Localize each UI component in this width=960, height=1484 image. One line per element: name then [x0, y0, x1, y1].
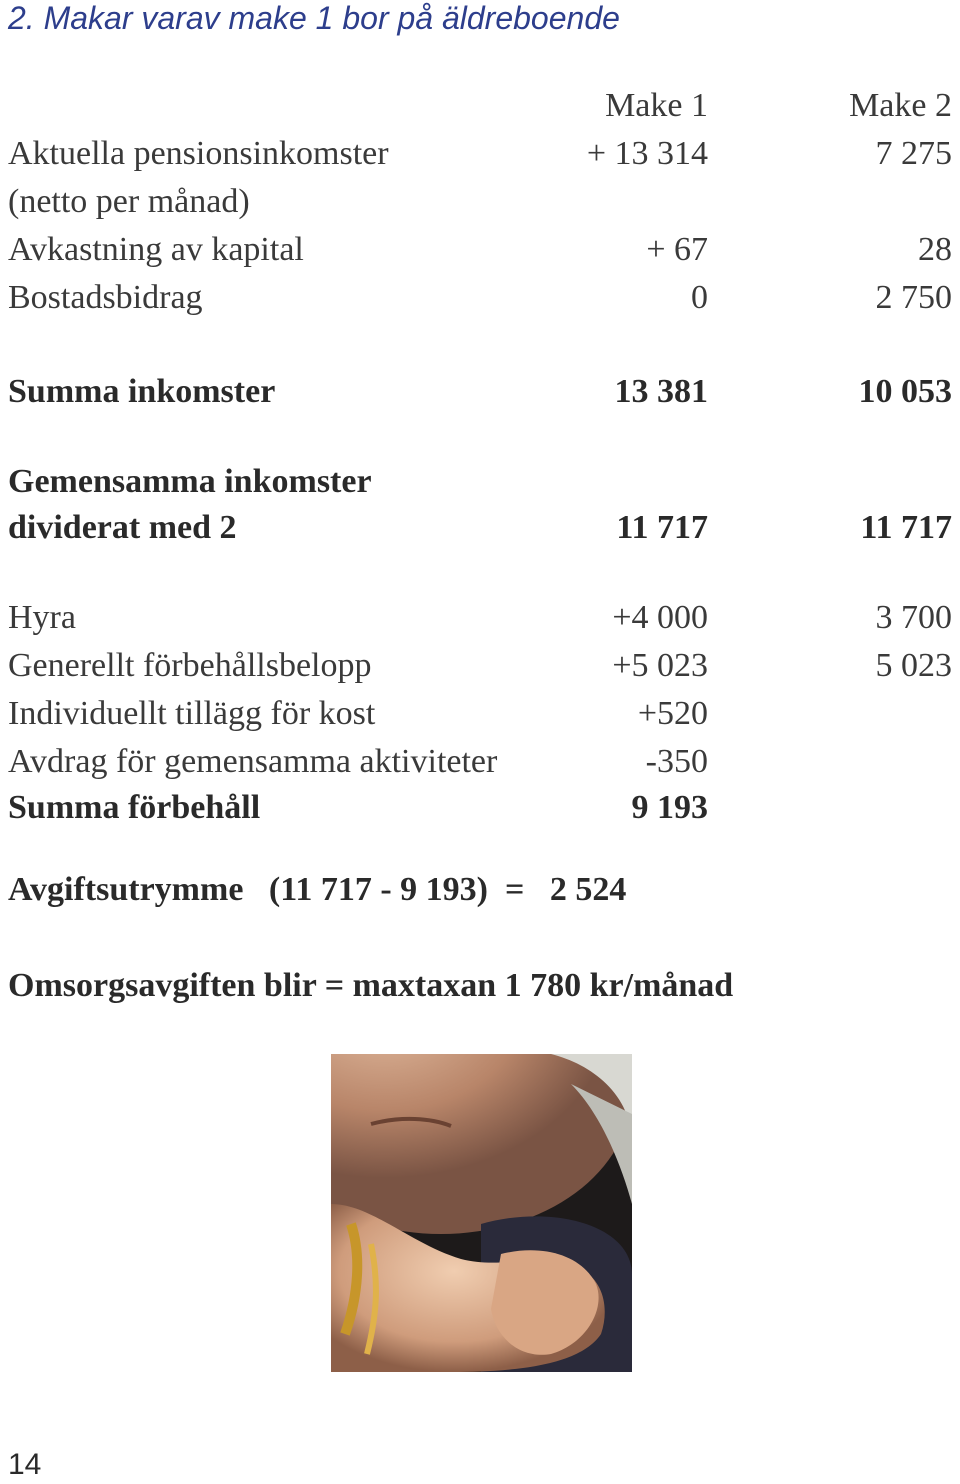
- elderly-hands-photo: [331, 1054, 632, 1372]
- page-number: 14: [8, 1448, 42, 1481]
- make1-value: 13 381: [614, 373, 708, 410]
- make2-value: 5 023: [875, 647, 952, 684]
- make1-value: -350: [645, 743, 708, 780]
- row-label: Individuellt tillägg för kost: [8, 695, 376, 732]
- row-label: Hyra: [8, 599, 76, 636]
- make2-value: 3 700: [875, 599, 952, 636]
- row-label: Avkastning av kapital: [8, 231, 304, 268]
- row-label: Avdrag för gemensamma aktiviteter: [8, 743, 498, 780]
- row-label: Summa förbehåll: [8, 789, 261, 826]
- make1-value: +4 000: [612, 599, 708, 636]
- make1-value: 11 717: [616, 509, 708, 546]
- row-label: Summa inkomster: [8, 373, 276, 410]
- header-make2: Make 2: [849, 87, 952, 124]
- row-label: (netto per månad): [8, 183, 250, 220]
- make2-value: 28: [918, 231, 952, 268]
- make1-value: +5 023: [612, 647, 708, 684]
- row-rent: [0, 596, 960, 640]
- make2-value: 2 750: [875, 279, 952, 316]
- row-general-reservation: [0, 644, 960, 688]
- row-label: Gemensamma inkomster: [8, 463, 372, 500]
- make1-value: + 13 314: [586, 135, 708, 172]
- make1-value: +520: [637, 695, 708, 732]
- row-label: Bostadsbidrag: [8, 279, 203, 316]
- photo-illustration: [331, 1054, 632, 1372]
- row-capital-return: [0, 228, 960, 272]
- row-label: Generellt förbehållsbelopp: [8, 647, 372, 684]
- row-label: Aktuella pensionsinkomster: [8, 135, 389, 172]
- row-housing-allowance: [0, 276, 960, 320]
- row-net-per-month: [0, 180, 960, 224]
- make2-value: 7 275: [875, 135, 952, 172]
- column-headers: [0, 84, 960, 128]
- make2-value: 10 053: [858, 373, 952, 410]
- page-title: 2. Makar varav make 1 bor på äldreboende: [8, 0, 620, 36]
- row-sum-reservation: [0, 786, 960, 830]
- fee-space-line: Avgiftsutrymme (11 717 - 9 193) = 2 524: [8, 871, 627, 908]
- make1-value: 0: [691, 279, 708, 316]
- care-fee-line: Omsorgsavgiften blir = maxtaxan 1 780 kr/månad: [8, 967, 734, 1004]
- make2-value: 11 717: [860, 509, 952, 546]
- row-shared-income: [0, 506, 960, 550]
- header-make1: Make 1: [605, 87, 708, 124]
- row-sum-income: [0, 370, 960, 414]
- make1-value: 9 193: [631, 789, 708, 826]
- make1-value: + 67: [646, 231, 708, 268]
- row-pension-income: [0, 132, 960, 176]
- row-food-supplement: [0, 692, 960, 736]
- row-label: dividerat med 2: [8, 509, 237, 546]
- row-shared-income-label: [0, 460, 960, 504]
- row-activities-deduction: [0, 740, 960, 784]
